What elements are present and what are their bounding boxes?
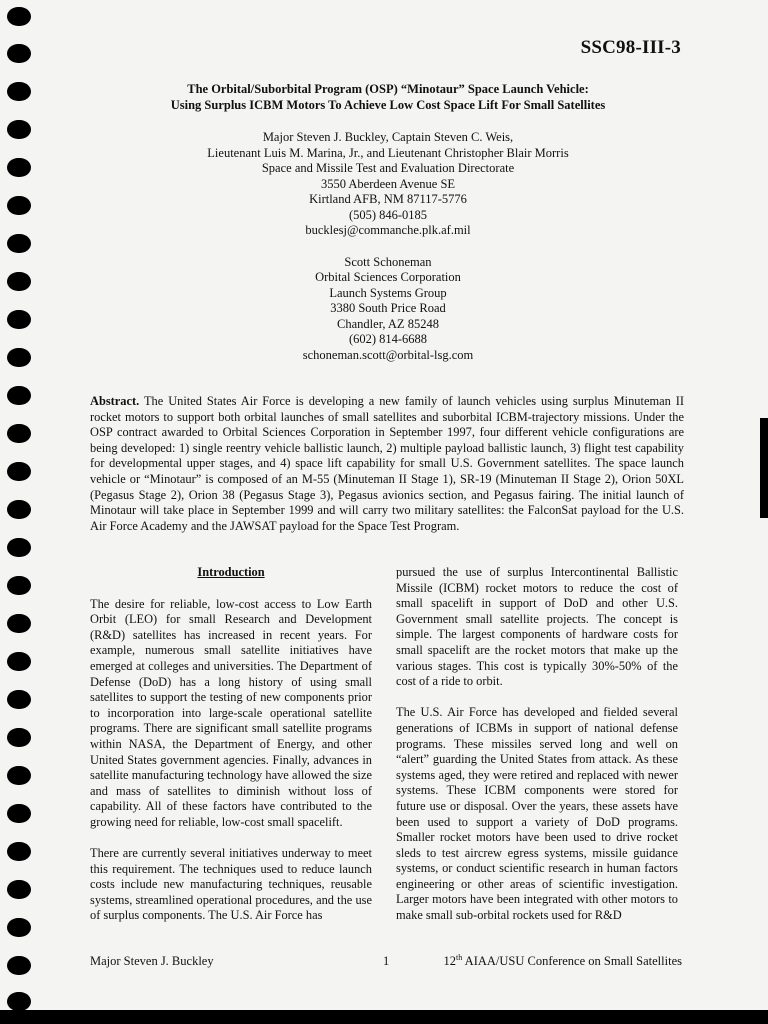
binder-hole [7,766,31,785]
paragraph: There are currently several initiatives underway to meet this requirement. The techniques used to reduce launch costs include new manufacturing techniques, reusable systems, streamlined operational procedures, and the use of surplus components. The U.S. Air Force has [90,846,372,923]
binder-hole [7,44,31,63]
affiliation-line: Launch Systems Group [329,285,447,300]
section-heading-introduction: Introduction [197,565,265,579]
binder-hole [7,690,31,709]
binder-hole [7,918,31,937]
document-number: SSC98-III-3 [580,37,681,58]
binder-hole [7,158,31,177]
ordinal-suffix: th [456,952,463,962]
abstract-text: The United States Air Force is developing a new family of launch vehicles using surplus Minuteman II rocket motors to support both orbital launches of small satellites and suborbital ICBM-trajectory missions. Under the OSP contract awarded to Orbital Sciences Corporation in September 1997, four different vehicle configurations are being developed: 1) single reentry vehicle ballistic launch, 2) multiple payload ballistic launch, 3) flight test capability for developmental upper stages, and 4) space lift capability for small U.S. Government satellites. The space launch vehicle or “Minotaur” is composed of an M-55 (Minuteman II Stage 1), SR-19 (Minuteman II Stage 2), Orion 50XL (Pegasus Stage 2), Orion 38 (Pegasus Stage 3), Pegasus avionics section, and Pegasus fairing. The initial launch of Minotaur will take place in September 1999 and will carry two military satellites: the FalconSat payload for the U.S. Air Force Academy and the JAWSAT payload for the Space Test Program. [90,394,684,533]
author-line: Scott Schoneman [344,254,432,269]
binder-hole [7,956,31,975]
binder-hole [7,500,31,519]
phone-line: (602) 814-6688 [348,332,428,346]
author-line: Major Steven J. Buckley, Captain Steven C. Weis, [262,130,514,144]
author-affiliations [90,130,686,363]
binder-hole [7,804,31,823]
footer-conference [444,954,683,969]
affiliation-line: Orbital Sciences Corporation [315,270,461,284]
address-line: Chandler, AZ 85248 [337,316,439,331]
email-line: schoneman.scott@orbital-lsg.com [302,347,474,362]
author-line: Lieutenant Luis M. Marina, Jr., and Lieutenant Christopher Blair Morris [207,145,569,160]
abstract [90,394,684,534]
binder-hole [7,424,31,443]
paragraph: pursued the use of surplus Intercontinental Ballistic Missile (ICBM) rocket motors to reduce the cost of small spacelift in support of DoD and other U.S. Government small satellite projects. The concept is simple. The largest components of hardware costs for small spacelift are the rocket motors that make up the various stages. This cost is typically 30%-50% of the cost of a ride to orbit. [396,565,678,689]
binder-hole [7,196,31,215]
binder-hole [7,728,31,747]
conference-name: AIAA/USU Conference on Small Satellites [462,954,682,968]
page-number: 1 [383,954,390,968]
abstract-label: Abstract. [90,394,140,408]
binder-hole [7,614,31,633]
email-line: bucklesj@commanche.plk.af.mil [305,223,471,237]
binder-hole [7,992,31,1011]
address-line: Kirtland AFB, NM 87117-5776 [309,192,467,206]
binder-hole [7,538,31,557]
binder-hole [7,880,31,899]
binder-hole [7,120,31,139]
title-line: The Orbital/Suborbital Program (OSP) “Minotaur” Space Launch Vehicle: [187,82,589,96]
binder-hole [7,310,31,329]
affiliation-line: Space and Missile Test and Evaluation Directorate [261,161,515,175]
binder-hole [7,7,31,26]
title-line: Using Surplus ICBM Motors To Achieve Low Cost Space Lift For Small Satellites [170,98,606,112]
address-line: 3550 Aberdeen Avenue SE [320,176,456,191]
right-column [396,565,678,939]
binder-hole [7,842,31,861]
conference-number: 12 [443,954,456,968]
binder-hole [7,234,31,253]
binder-holes [3,0,33,1024]
binder-hole [7,652,31,671]
binder-hole [7,576,31,595]
left-column [90,565,372,940]
binder-hole [7,82,31,101]
address-line: 3380 South Price Road [330,301,446,315]
paper-title [90,81,686,113]
scan-bottom-edge [0,1010,768,1024]
phone-line: (505) 846-0185 [348,207,428,222]
binder-hole [7,386,31,405]
binder-hole [7,462,31,481]
scan-edge-mark [760,418,768,518]
footer-author: Major Steven J. Buckley [90,954,214,968]
paragraph: The desire for reliable, low-cost access to Low Earth Orbit (LEO) for small Research and Development (R&D) satellites has increased in recent years. For example, numerous small satellite initiatives have emerged at colleges and universities. The Department of Defense (DoD) has a long history of using small satellites to support the testing of new components prior to incorporation into large-scale operational satellite programs. There are significant small satellite programs within NASA, the Department of Energy, and other United States government agencies. Finally, advances in satellite manufacturing technology have allowed the size and mass of satellites to diminish without loss of capability. All of these factors have contributed to the growing need for reliable, low-cost small spacelift. [90,596,372,829]
paragraph: The U.S. Air Force has developed and fielded several generations of ICBMs in support of national defense programs. These missiles served long and well on “alert” guarding the United States from attack. As these systems aged, they were retired and replaced with newer systems. These ICBM components were stored for future use or disposal. Over the years, these assets have been used to support a variety of DoD programs. Smaller rocket motors have been used to drive rocket sleds to test aircrew egress systems, missile guidance systems, or conduct scientific research in human factors engineering or other areas of scientific investigation. Larger motors have been integrated with other motors to make small sub-orbital rockets used for R&D [396,705,678,923]
binder-hole [7,272,31,291]
binder-hole [7,348,31,367]
